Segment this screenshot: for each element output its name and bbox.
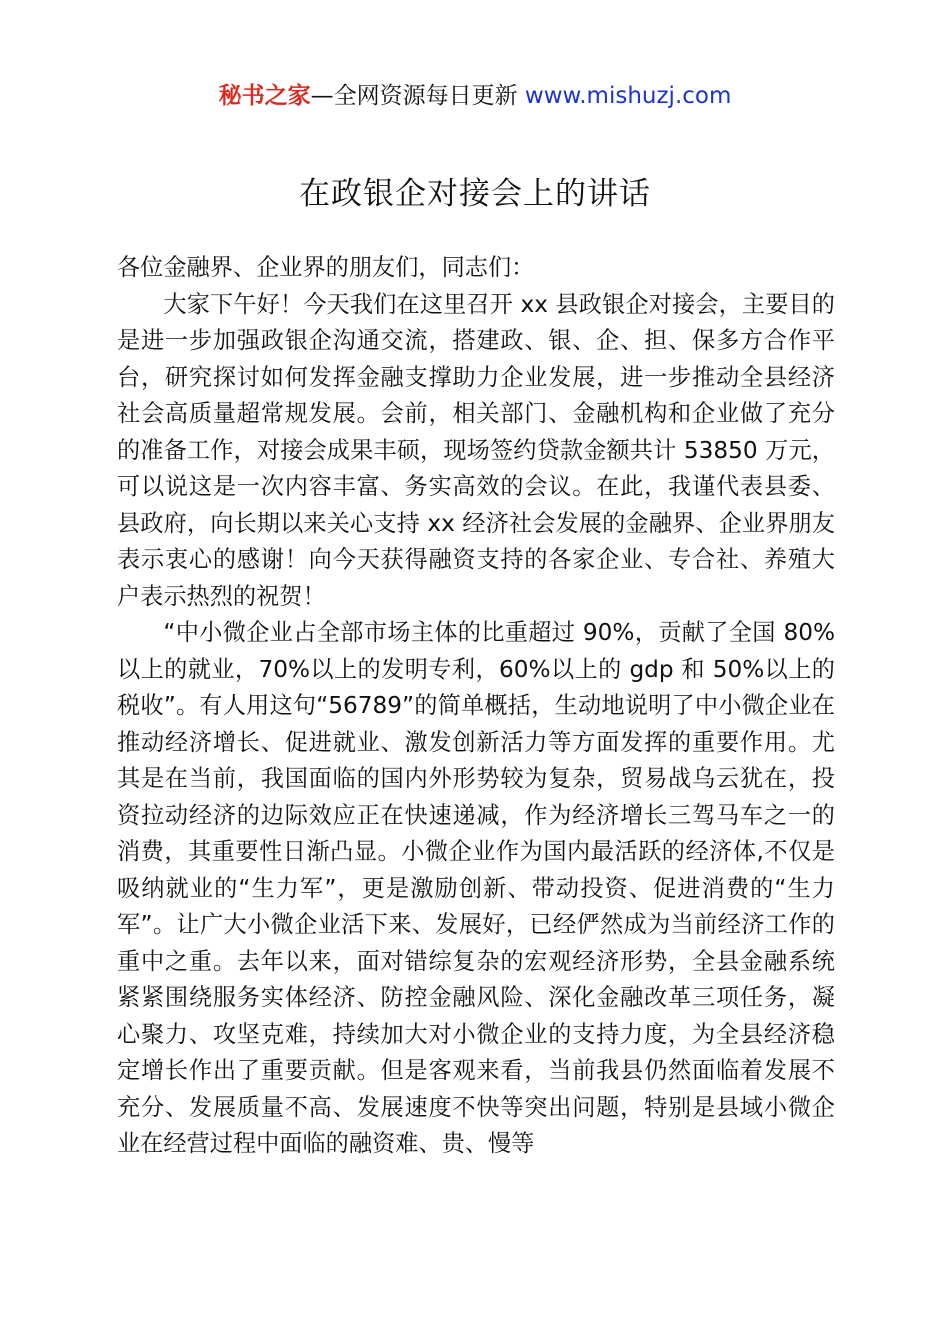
document-body: [117, 250, 835, 1163]
site-tagline: —全网资源每日更新: [310, 83, 518, 109]
document-title: 在政银企对接会上的讲话: [299, 176, 651, 212]
site-url-link[interactable]: www.mishuzj.com: [524, 83, 732, 109]
paragraph-1: 大家下午好！今天我们在这里召开 xx 县政银企对接会，主要目的是进一步加强政银企沟通交流，搭建政、银、企、担、保多方合作平台，研究探讨如何发挥金融支撑助力企业发展，进一步推动全县经济社会高质量超常规发展。会前，相关部门、金融机构和企业做了充分的准备工作，对接会成果丰硕，现场签约贷款金额共计 53850 万元，可以说这是一次内容丰富、务实高效的会议。在此，我谨代表县委、县政府，向长期以来关心支持 xx 经济社会发展的金融界、企业界朋友表示衷心的感谢！向今天获得融资支持的各家企业、专合社、养殖大户表示热烈的祝贺！: [117, 290, 835, 610]
site-brand: 秘书之家: [218, 83, 311, 109]
paragraph-2: “中小微企业占全部市场主体的比重超过 90%，贡献了全国 80%以上的就业，70%以上的发明专利，60%以上的 gdp 和 50%以上的税收”。有人用这句“56789”的简单概括，生动地说明了中小微企业在推动经济增长、促进就业、激发创新活力等方面发挥的重要作用。尤其是在当前，我国面临的国内外形势较为复杂，贸易战乌云犹在，投资拉动经济的边际效应正在快速递减，作为经济增长三驾马车之一的消费，其重要性日渐凸显。小微企业作为国内最活跃的经济体,不仅是吸纳就业的“生力军”，更是激励创新、带动投资、促进消费的“生力军”。让广大小微企业活下来、发展好，已经俨然成为当前经济工作的重中之重。去年以来，面对错综复杂的宏观经济形势，全县金融系统紧紧围绕服务实体经济、防控金融风险、深化金融改革三项任务，凝心聚力、攻坚克难，持续加大对小微企业的支持力度，为全县经济稳定增长作出了重要贡献。但是客观来看，当前我县仍然面临着发展不充分、发展质量不高、发展速度不快等突出问题，特别是县域小微企业在经营过程中面临的融资难、贵、慢等: [117, 619, 835, 1157]
salutation: 各位金融界、企业界的朋友们，同志们：: [117, 254, 535, 281]
site-header: [0, 80, 950, 112]
